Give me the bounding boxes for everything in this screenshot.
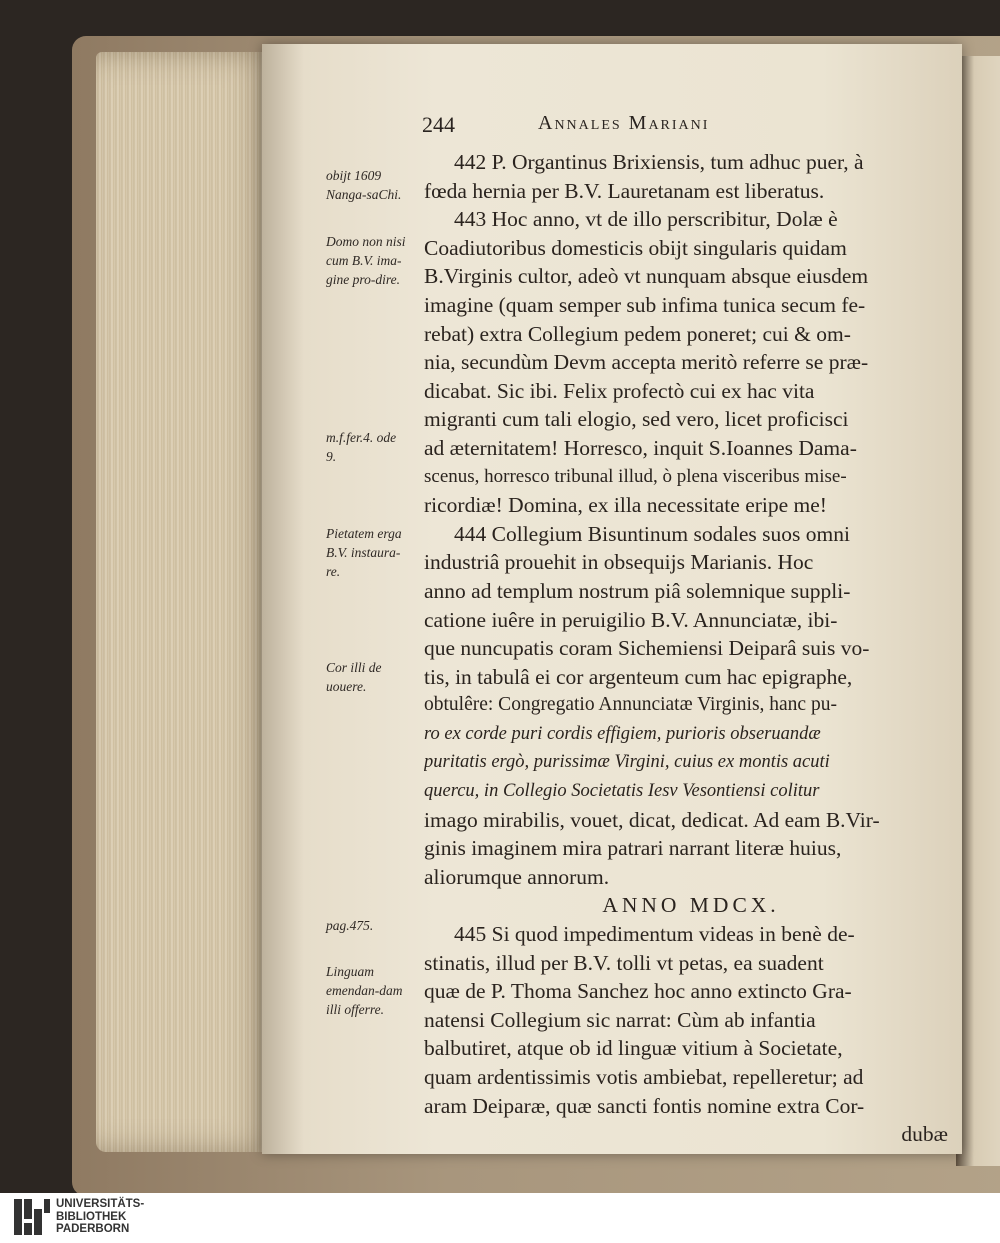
facing-page-edge <box>956 56 1000 1166</box>
text-line: catione iuêre in peruigilio B.V. Annunciatæ, ibi- <box>424 607 838 632</box>
text-line: scenus, horresco tribunal illud, ò plena visceribus mise- <box>424 465 847 487</box>
library-logo-icon <box>14 1199 50 1235</box>
text-line: imagine (quam semper sub infima tunica secum fe- <box>424 292 866 317</box>
text-line: B.Virginis cultor, adeò vt nunquam absque eiusdem <box>424 264 869 289</box>
text-line: rebat) extra Collegium pedem poneret; cui & om- <box>424 321 851 346</box>
margin-note: Domo non nisi cum B.V. ima-gine pro-dire. <box>326 234 406 287</box>
text-line: quam ardentissimis votis ambiebat, repelleretur; ad <box>424 1065 864 1089</box>
text-line: ro ex corde puri cordis effigiem, purioris obseruandæ <box>424 723 821 744</box>
text-line: aram Deiparæ, quæ sancti fontis nomine extra Cor- <box>424 1093 865 1118</box>
margin-note: obijt 1609 Nanga-saChi. <box>326 168 402 202</box>
text-line: puritatis ergò, purissimæ Virgini, cuius ex montis acuti <box>424 752 830 773</box>
text-line: stinatis, illud per B.V. tolli vt petas, ea suadent <box>424 950 824 975</box>
body-text <box>424 148 958 1149</box>
text-line: dicabat. Sic ibi. Felix profectò cui ex hac vita <box>424 378 815 403</box>
catchword: dubæ <box>901 1122 948 1147</box>
text-line: fœda hernia per B.V. Lauretanam est liberatus. <box>424 178 825 203</box>
text-line: ginis imaginem mira patrari narrant literæ huius, <box>424 836 842 861</box>
margin-note: Pietatem erga B.V. instaura-re. <box>326 526 402 579</box>
text-line: 443 Hoc anno, vt de illo perscribitur, Dolæ è <box>454 207 838 232</box>
library-name-line: BIBLIOTHEK <box>56 1210 127 1223</box>
text-line: ad æternitatem! Horresco, inquit S.Ioannes Dama- <box>424 435 857 460</box>
text-line: migranti cum tali elogio, sed vero, licet proficisci <box>424 407 849 432</box>
text-line: que nuncupatis coram Sichemiensi Deiparâ suis vo- <box>424 636 870 661</box>
running-head <box>418 112 958 142</box>
text-line: anno ad templum nostrum piâ solemnique suppli- <box>424 578 851 603</box>
text-line: 445 Si quod impedimentum videas in benè de- <box>454 922 855 947</box>
text-line: quæ de P. Thoma Sanchez hoc anno extincto Gra- <box>424 979 852 1004</box>
library-name-line: UNIVERSITÄTS- <box>56 1198 145 1210</box>
text-line: tis, in tabulâ ei cor argenteum cum hac epigraphe, <box>424 664 853 689</box>
text-line: quercu, in Collegio Societatis Iesv Vesontiensi colitur <box>424 781 820 802</box>
page-number: 244 <box>422 112 455 137</box>
text-line: natensi Collegium sic narrat: Cùm ab infantia <box>424 1007 816 1032</box>
library-footer <box>0 1193 1000 1243</box>
margin-note: m.f.fer.4. ode 9. <box>326 430 397 464</box>
page-edges <box>96 52 276 1152</box>
text-line: nia, secundùm Devm accepta meritò referre se præ- <box>424 350 869 375</box>
text-line: Coadiutoribus domesticis obijt singularis quidam <box>424 235 847 260</box>
text-line: industriâ prouehit in obsequijs Marianis. Hoc <box>424 550 814 575</box>
text-line: aliorumque annorum. <box>424 864 610 889</box>
margin-note: pag.475. <box>326 918 374 933</box>
running-title: Annales Mariani <box>538 112 710 134</box>
library-name <box>56 1198 144 1236</box>
text-line: 444 Collegium Bisuntinum sodales suos omni <box>454 521 850 546</box>
year-heading: ANNO MDCX. <box>602 893 780 918</box>
text-line: obtulêre: Congregatio Annunciatæ Virginis, hanc pu- <box>424 694 837 716</box>
library-name-line: PADERBORN <box>56 1223 130 1235</box>
margin-note: Linguam emendan-dam illi offerre. <box>326 964 403 1017</box>
text-line: balbutiret, atque ob id linguæ vitium à Societate, <box>424 1036 843 1061</box>
margin-note: Cor illi de uouere. <box>326 660 382 694</box>
text-line: 442 P. Organtinus Brixiensis, tum adhuc puer, à <box>454 150 864 174</box>
text-line: imago mirabilis, vouet, dicat, dedicat. Ad eam B.Vir- <box>424 807 880 832</box>
text-line: ricordiæ! Domina, ex illa necessitate eripe me! <box>424 493 827 518</box>
